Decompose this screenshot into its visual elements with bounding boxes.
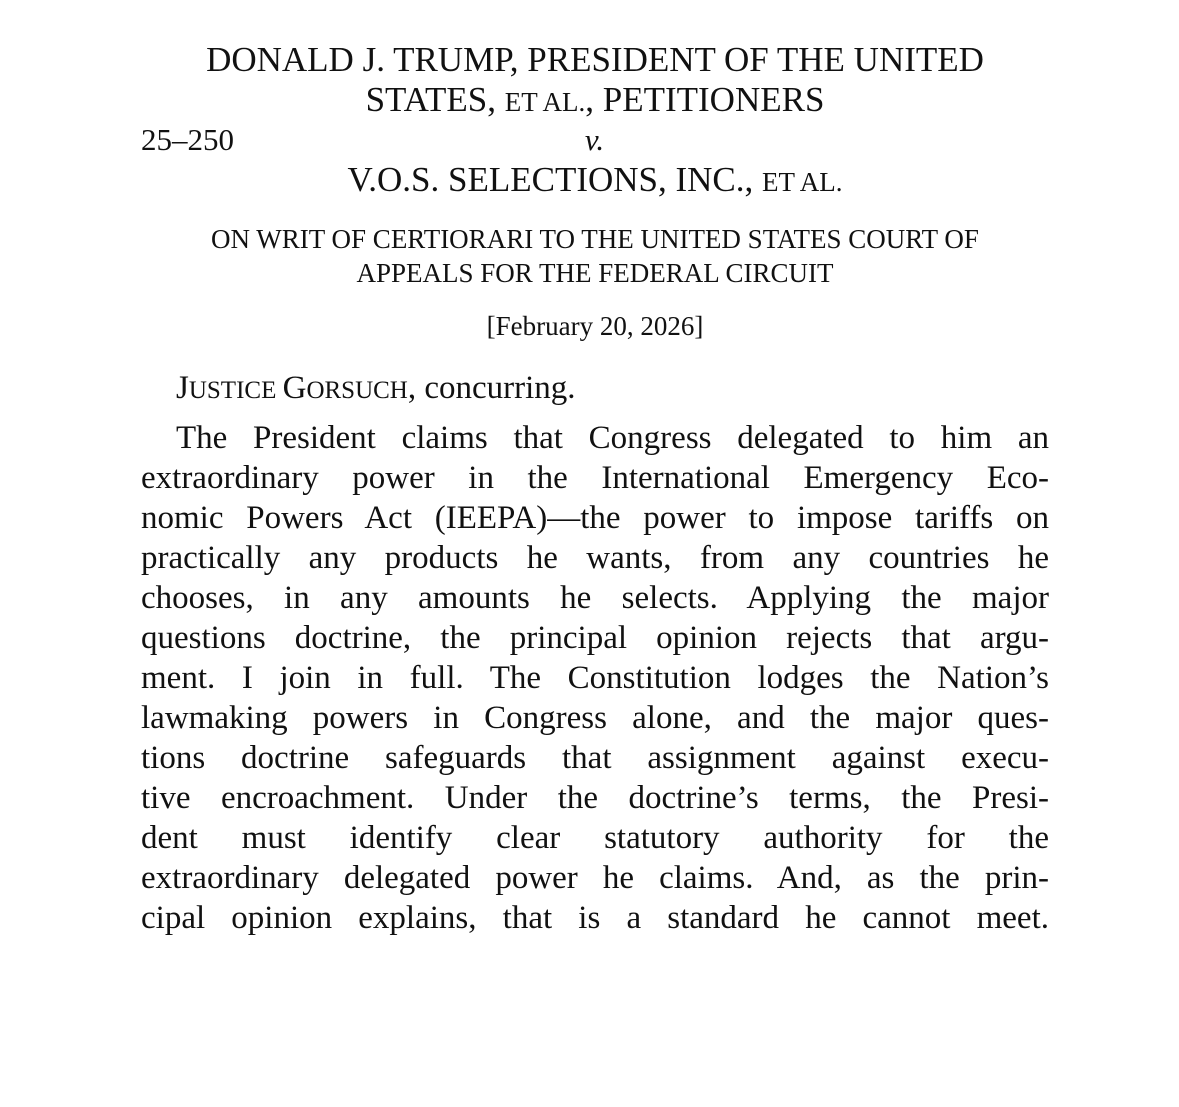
body-line: chooses, in any amounts he selects. Applying the major	[141, 580, 1049, 616]
writ-line-1: ON WRIT OF CERTIORARI TO THE UNITED STATES COURT OF	[211, 224, 979, 254]
writ-line-2: APPEALS FOR THE FEDERAL CIRCUIT	[356, 258, 834, 288]
versus-label: v.	[584, 122, 605, 157]
caption-respondent-etal: ET AL.	[762, 167, 843, 197]
caption-party-line-1: DONALD J. TRUMP, PRESIDENT OF THE UNITED	[206, 40, 984, 79]
author-g-rest: ORSUCH	[306, 377, 408, 404]
body-line: ment. I join in full. The Constitution lodges the Nation’s	[141, 660, 1049, 696]
caption-respondent-main: V.O.S. SELECTIONS, INC.,	[347, 160, 763, 199]
body-line: cipal opinion explains, that is a standard he cannot meet.	[141, 900, 1049, 936]
body-line: practically any products he wants, from any countries he	[141, 540, 1049, 576]
author-j-rest: USTICE	[188, 377, 283, 404]
body-line: extraordinary power in the International Emergency Eco-	[141, 460, 1049, 496]
caption-party-line-2-etal: ET AL.	[504, 87, 586, 117]
body-line: nomic Powers Act (IEEPA)—the power to impose tariffs on	[141, 500, 1049, 536]
author-j-initial: J	[176, 370, 189, 406]
caption-respondent	[100, 160, 1090, 202]
docket-number: 25–250	[141, 122, 234, 157]
decision-date: [February 20, 2026]	[486, 311, 704, 341]
body-line: tions doctrine safeguards that assignment against execu-	[141, 740, 1049, 776]
body-line: questions doctrine, the principal opinion rejects that argu-	[141, 620, 1049, 656]
caption-party-line-2	[100, 80, 1090, 122]
author-g-initial: G	[282, 370, 307, 406]
body-line: dent must identify clear statutory authority for the	[141, 820, 1049, 856]
body-line: extraordinary delegated power he claims. And, as the prin-	[141, 860, 1049, 896]
caption-party-line-2-tail: , PETITIONERS	[585, 80, 825, 119]
opinion-author-line	[176, 368, 576, 411]
caption-party-line-2-main: STATES,	[365, 80, 505, 119]
body-line: lawmaking powers in Congress alone, and the major ques-	[141, 700, 1049, 736]
body-line: The President claims that Congress delegated to him an	[176, 420, 1049, 456]
author-suffix: , concurring.	[407, 370, 576, 406]
body-line: tive encroachment. Under the doctrine’s terms, the Presi-	[141, 780, 1049, 816]
